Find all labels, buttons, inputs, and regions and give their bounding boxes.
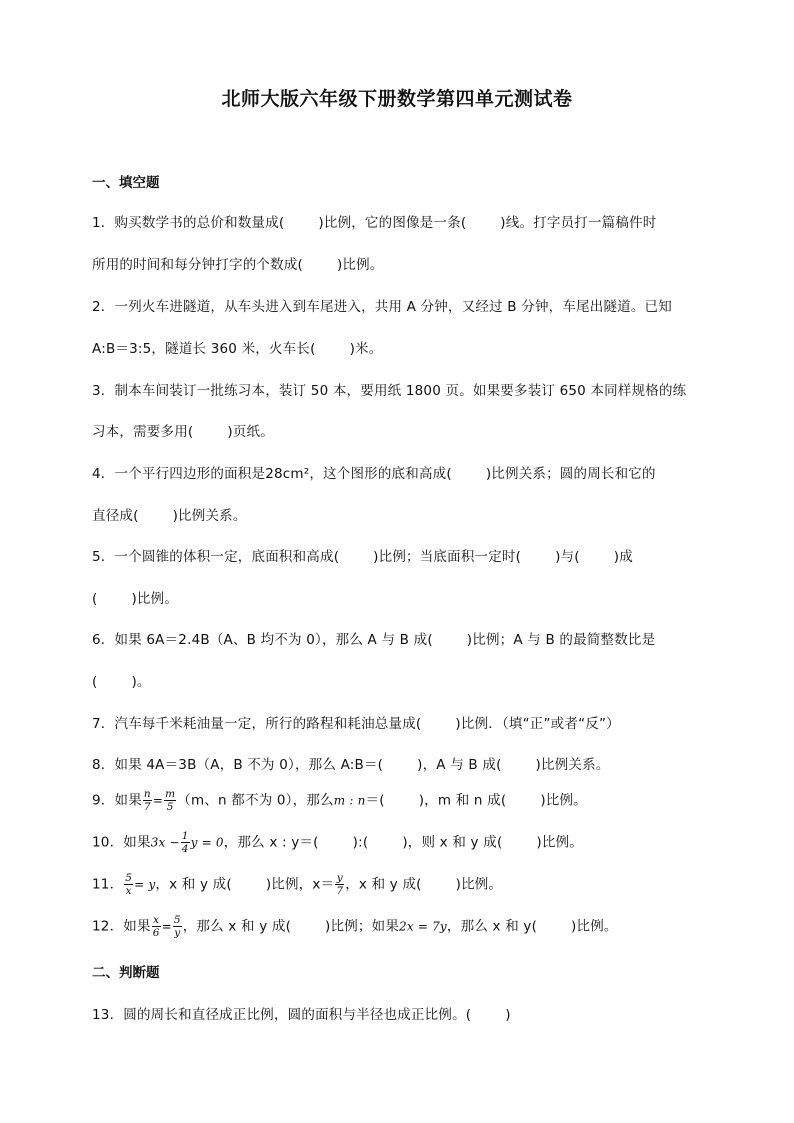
- question-5-line-1: 5．一个圆锥的体积一定，底面积和高成( )比例；当底面积一定时( )与( )成: [92, 549, 633, 565]
- fraction: $\frac{1}{4}$: [181, 830, 189, 855]
- question-2-line-2: A:B＝3:5，隧道长 360 米，火车长( )米。: [92, 341, 383, 357]
- fraction: $\frac{5}{x}$: [125, 872, 133, 897]
- fraction: $\frac{x}{6}$: [152, 914, 160, 939]
- question-9: 9．如果 $\frac{n}{7}$ = $\frac{m}{5}$ （m、n 都不为 0），那么m : n＝( )，m 和 n 成( )比例。: [92, 788, 587, 813]
- page-title: 北师大版六年级下册数学第四单元测试卷: [221, 88, 573, 110]
- fraction: $\frac{n}{7}$: [143, 788, 151, 813]
- question-3-line-1: 3．制本车间装订一批练习本，装订 50 本，要用纸 1800 页。如果要多装订 650 本同样规格的练: [92, 383, 687, 399]
- question-8: 8．如果 4A＝3B（A，B 不为 0），那么 A:B＝( )，A 与 B 成( )比例关系。: [92, 757, 610, 773]
- question-13: 13．圆的周长和直径成正比例，圆的面积与半径也成正比例。( ): [92, 1007, 511, 1023]
- question-10: 10．如果3x − $\frac{1}{4}$ y = 0，那么 x : y＝( ):( )，则 x 和 y 成( )比例。: [92, 830, 583, 855]
- question-6-line-1: 6．如果 6A＝2.4B（A、B 均不为 0），那么 A 与 B 成( )比例；A 与 B 的最简整数比是: [92, 632, 656, 648]
- question-2-line-1: 2．一列火车进隧道，从车头进入到车尾进入，共用 A 分钟，又经过 B 分钟，车尾出隧道。已知: [92, 299, 672, 315]
- question-5-line-2: ( )比例。: [92, 591, 179, 607]
- question-11: 11． $\frac{5}{x}$ = y，x 和 y 成( )比例，x＝ $\frac{y}{7}$ ，x 和 y 成( )比例。: [92, 872, 503, 897]
- question-4-line-1: 4．一个平行四边形的面积是28cm²，这个图形的底和高成( )比例关系；圆的周长和它的: [92, 466, 656, 482]
- question-4-line-2: 直径成( )比例关系。: [92, 508, 247, 524]
- question-7: 7．汽车每千米耗油量一定，所行的路程和耗油总量成( )比例．（填“正”或者“反”）: [92, 716, 620, 732]
- fraction: $\frac{m}{5}$: [165, 788, 176, 813]
- question-12: 12．如果 $\frac{x}{6}$ = $\frac{5}{y}$ ，那么 x 和 y 成( )比例；如果2x = 7y，那么 x 和 y( )比例。: [92, 914, 618, 939]
- section-true-false: 二、判断题: [92, 965, 160, 981]
- fraction: $\frac{5}{y}$: [173, 914, 181, 939]
- question-6-line-2: ( )。: [92, 674, 151, 690]
- question-1-line-1: 1．购买数学书的总价和数量成( )比例，它的图像是一条( )线。打字员打一篇稿件时: [92, 215, 657, 231]
- question-1-line-2: 所用的时间和每分钟打字的个数成( )比例。: [92, 257, 384, 273]
- section-fill-blank: 一、填空题: [92, 175, 160, 191]
- fraction: $\frac{y}{7}$: [336, 872, 344, 897]
- question-3-line-2: 习本，需要多用( )页纸。: [92, 424, 274, 440]
